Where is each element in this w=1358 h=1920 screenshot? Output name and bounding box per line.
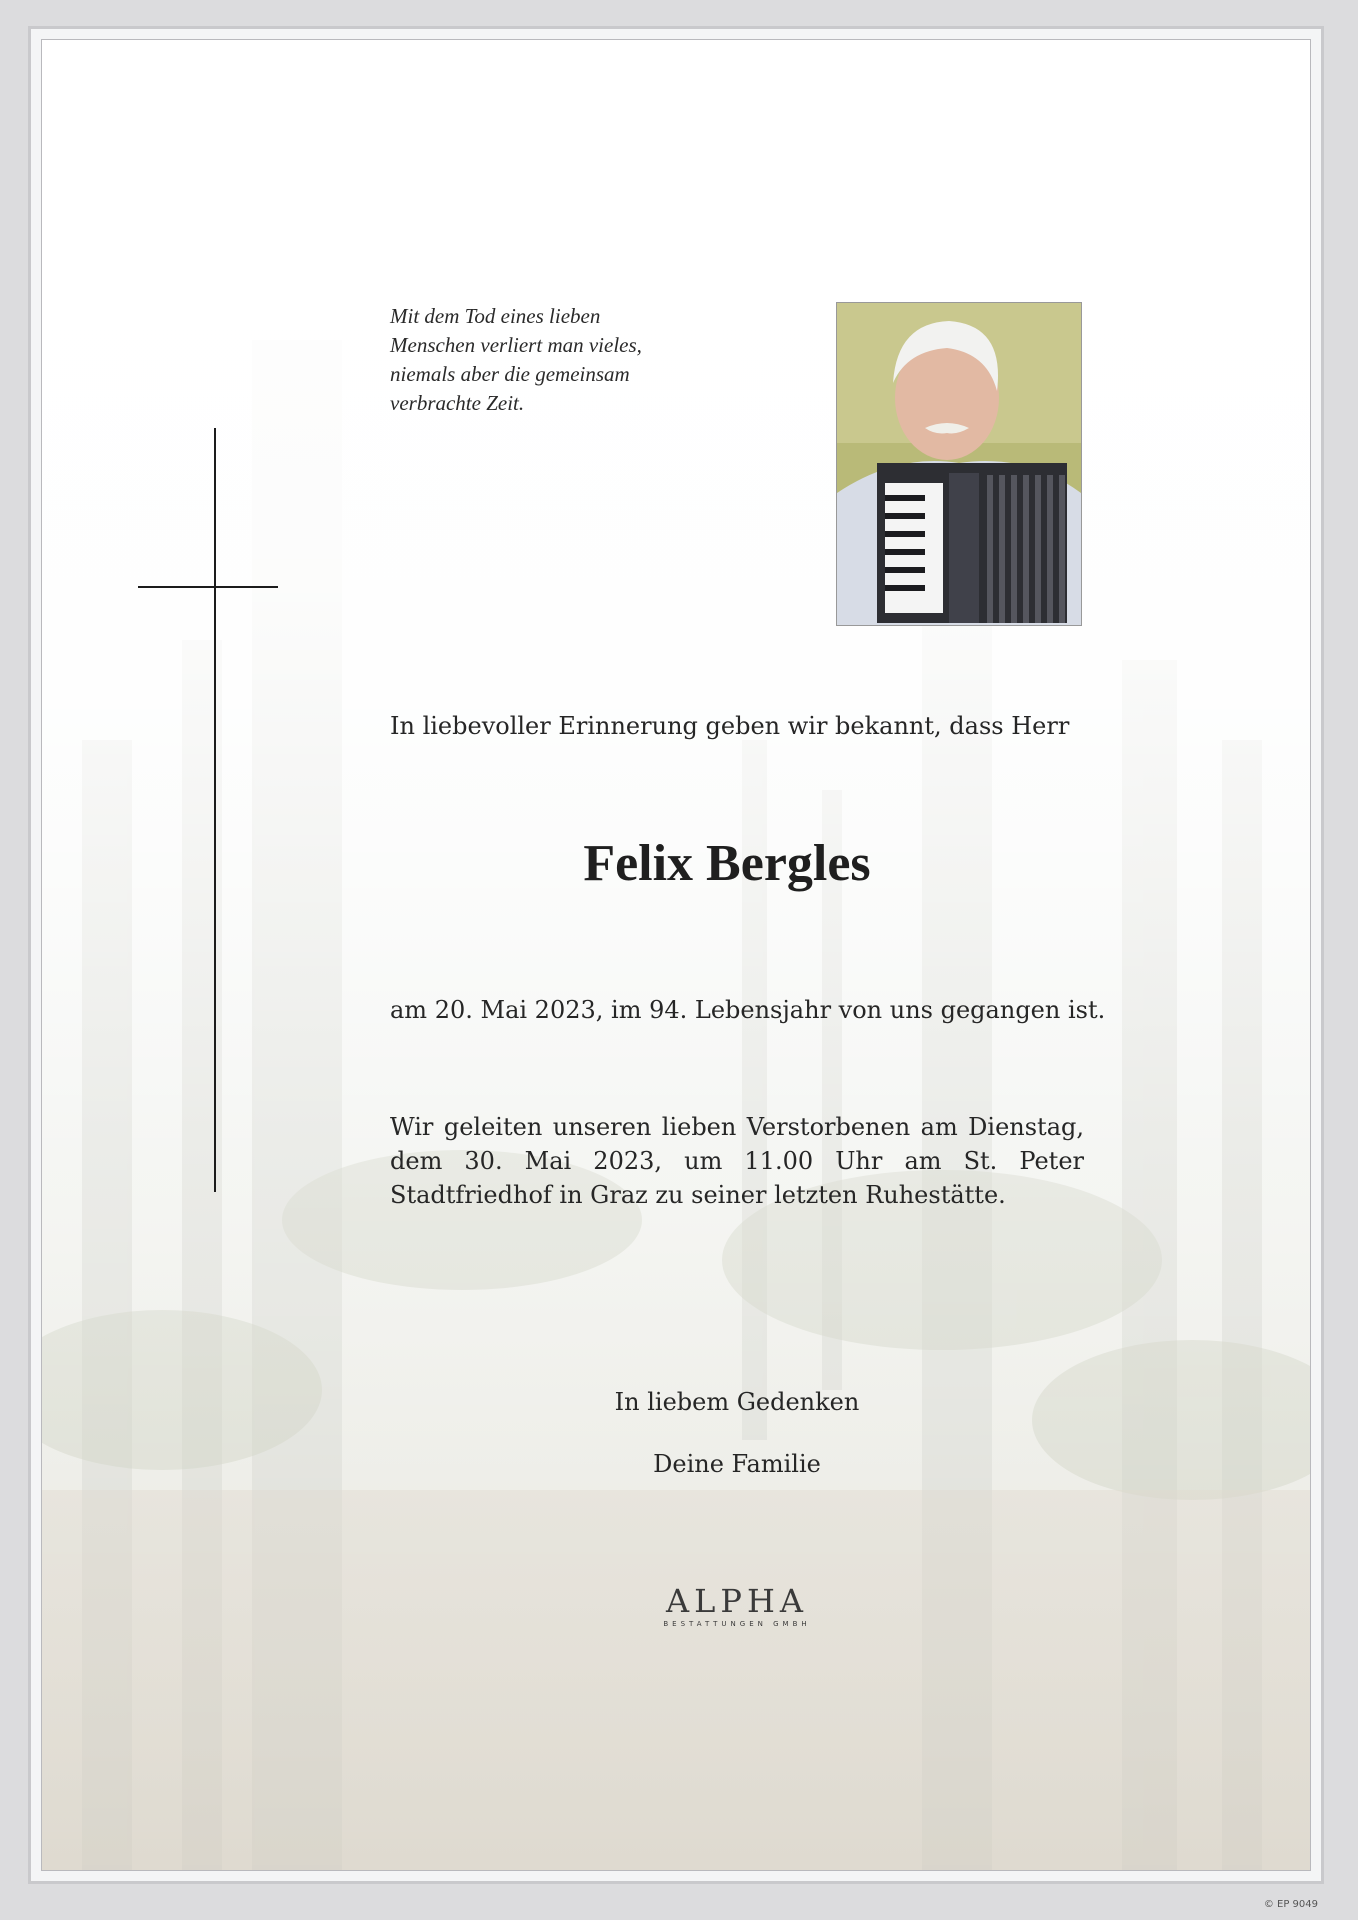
obituary-inner-frame (41, 39, 1311, 1871)
logo-main-text: ALPHA (666, 1582, 808, 1620)
funeral-details (390, 1110, 1084, 1212)
quote-line: niemals aber die gemeinsam (390, 362, 630, 386)
announcement-intro: In liebevoller Erinnerung geben wir bekannt, dass Herr (390, 712, 1070, 740)
logo-subtitle: BESTATTUNGEN GMBH (663, 1620, 811, 1628)
funeral-line: dem 30. Mai 2023, um 11.00 Uhr am St. Peter (390, 1147, 1084, 1175)
memorial-quote (390, 302, 720, 418)
date-of-death: am 20. Mai 2023, im 94. Lebensjahr von uns gegangen ist. (390, 996, 1106, 1024)
funeral-line: Wir geleiten unseren lieben Verstorbenen am Dienstag, (390, 1113, 1084, 1141)
cross-horizontal-bar (138, 586, 278, 588)
closing-remembrance: In liebem Gedenken (614, 1388, 860, 1416)
quote-line: Menschen verliert man vieles, (390, 333, 642, 357)
portrait-illustration-icon (837, 303, 1081, 625)
obituary-card (28, 26, 1324, 1884)
funeral-line: Stadtfriedhof in Graz zu seiner letzten Ruhestätte. (390, 1181, 1006, 1209)
print-code: © EP 9049 (1263, 1899, 1318, 1910)
funeral-home-logo (390, 1582, 1084, 1628)
deceased-name: Felix Bergles (583, 835, 871, 892)
closing-family: Deine Familie (653, 1450, 821, 1478)
quote-line: Mit dem Tod eines lieben (390, 304, 601, 328)
portrait-photo (836, 302, 1082, 626)
quote-line: verbrachte Zeit. (390, 391, 525, 415)
cross-vertical-bar (214, 428, 216, 1192)
